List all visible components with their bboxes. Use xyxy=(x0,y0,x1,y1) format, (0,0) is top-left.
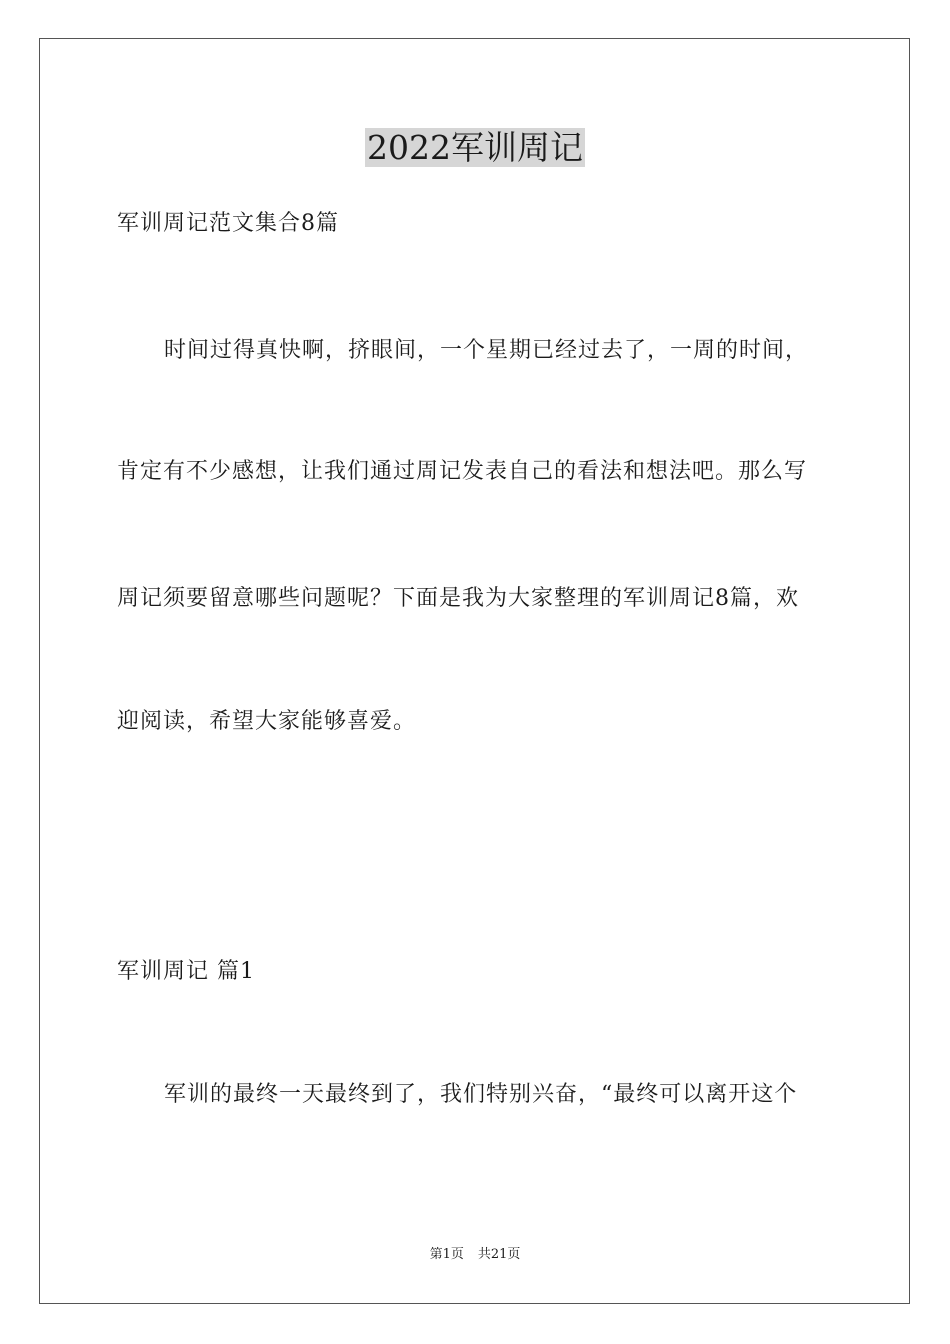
document-title xyxy=(0,128,950,168)
intro-line-4: 迎阅读，希望大家能够喜爱。 xyxy=(117,709,417,734)
document-title-text: 2022军训周记 xyxy=(367,128,583,167)
page-number: 第1页 xyxy=(429,1247,464,1262)
intro-line-3: 周记须要留意哪些问题呢？下面是我为大家整理的军训周记8篇，欢 xyxy=(117,586,799,611)
page-total: 共21页 xyxy=(477,1247,521,1262)
intro-line-1: 时间过得真快啊，挤眼间，一个星期已经过去了，一周的时间， xyxy=(164,338,809,363)
intro-line-2: 肯定有不少感想，让我们通过周记发表自己的看法和想法吧。那么写 xyxy=(117,459,808,484)
document-subtitle: 军训周记范文集合8篇 xyxy=(117,211,339,236)
section-line-1: 军训的最终一天最终到了，我们特别兴奋，“最终可以离开这个 xyxy=(164,1082,798,1107)
section-heading: 军训周记 篇1 xyxy=(117,959,255,984)
page-footer xyxy=(0,1246,950,1264)
